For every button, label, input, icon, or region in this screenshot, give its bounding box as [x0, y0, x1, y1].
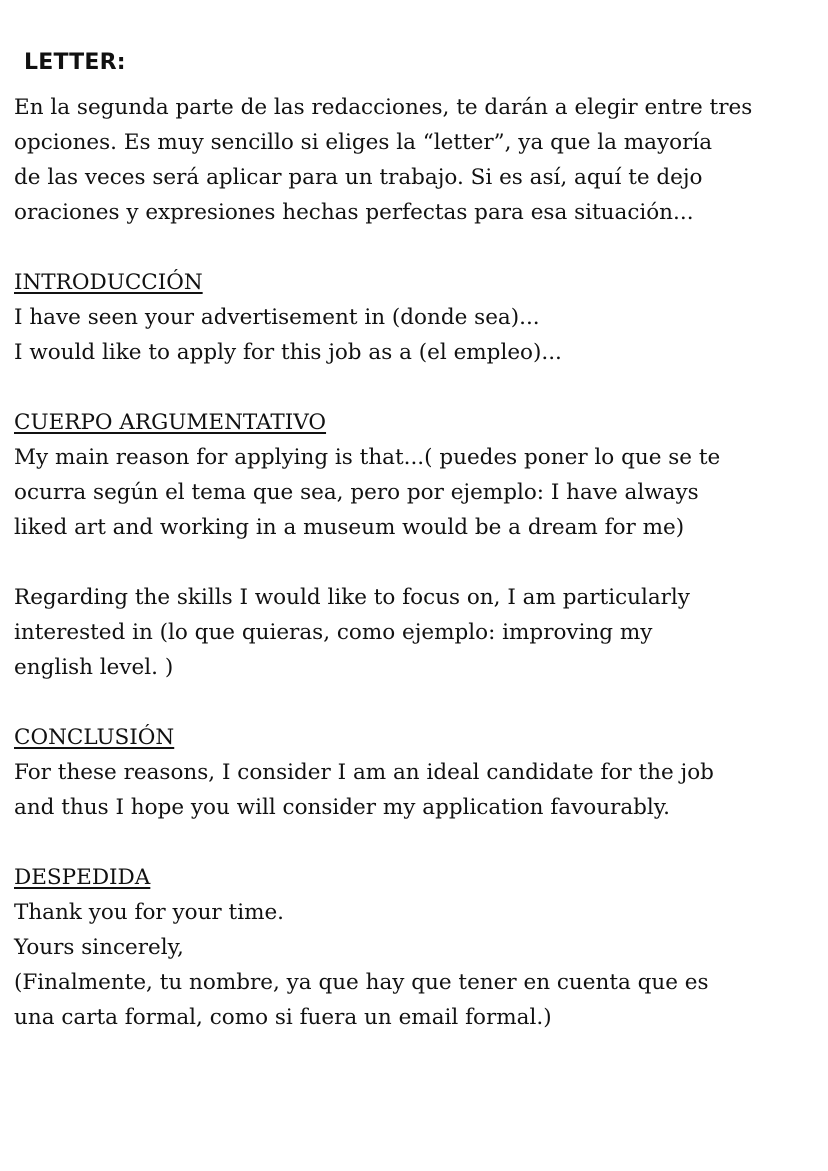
section-line: liked art and working in a museum would be a dream for me) [14, 515, 685, 540]
intro-line: En la segunda parte de las redacciones, te darán a elegir entre tres [14, 95, 753, 120]
intro-line: oraciones y expresiones hechas perfectas para esa situación... [14, 200, 694, 225]
spacer [14, 230, 820, 265]
section-line: (Finalmente, tu nombre, ya que hay que tener en cuenta que es [14, 970, 709, 995]
section-line: Thank you for your time. [14, 900, 285, 925]
section-heading-despedida: DESPEDIDA [14, 865, 151, 890]
section-line: For these reasons, I consider I am an ideal candidate for the job [14, 760, 714, 785]
spacer [14, 685, 820, 720]
section-line: I would like to apply for this job as a (el empleo)... [14, 340, 562, 365]
section-line: english level. ) [14, 655, 174, 680]
section-line: Regarding the skills I would like to focus on, I am particularly [14, 585, 690, 610]
section-heading-introduccion: INTRODUCCIÓN [14, 270, 203, 295]
section-line: Yours sincerely, [14, 935, 184, 960]
section-line: una carta formal, como si fuera un email formal.) [14, 1005, 552, 1030]
section-line: ocurra según el tema que sea, pero por ejemplo: I have always [14, 480, 699, 505]
section-introduccion [14, 265, 820, 370]
intro-paragraph [14, 90, 820, 230]
document-title: LETTER: [24, 50, 126, 75]
spacer [14, 370, 820, 405]
section-heading-cuerpo: CUERPO ARGUMENTATIVO [14, 410, 327, 435]
section-cuerpo [14, 405, 820, 685]
intro-line: opciones. Es muy sencillo si eliges la “letter”, ya que la mayoría [14, 130, 713, 155]
section-heading-conclusion: CONCLUSIÓN [14, 725, 175, 750]
intro-line: de las veces será aplicar para un trabajo. Si es así, aquí te dejo [14, 165, 703, 190]
section-line: I have seen your advertisement in (donde sea)... [14, 305, 540, 330]
document-page [14, 46, 820, 1035]
section-line: and thus I hope you will consider my application favourably. [14, 795, 670, 820]
spacer [14, 825, 820, 860]
section-line: interested in (lo que quieras, como ejemplo: improving my [14, 620, 653, 645]
section-line: My main reason for applying is that...( puedes poner lo que se te [14, 445, 721, 470]
section-conclusion [14, 720, 820, 825]
spacer [14, 545, 820, 580]
section-despedida [14, 860, 820, 1035]
